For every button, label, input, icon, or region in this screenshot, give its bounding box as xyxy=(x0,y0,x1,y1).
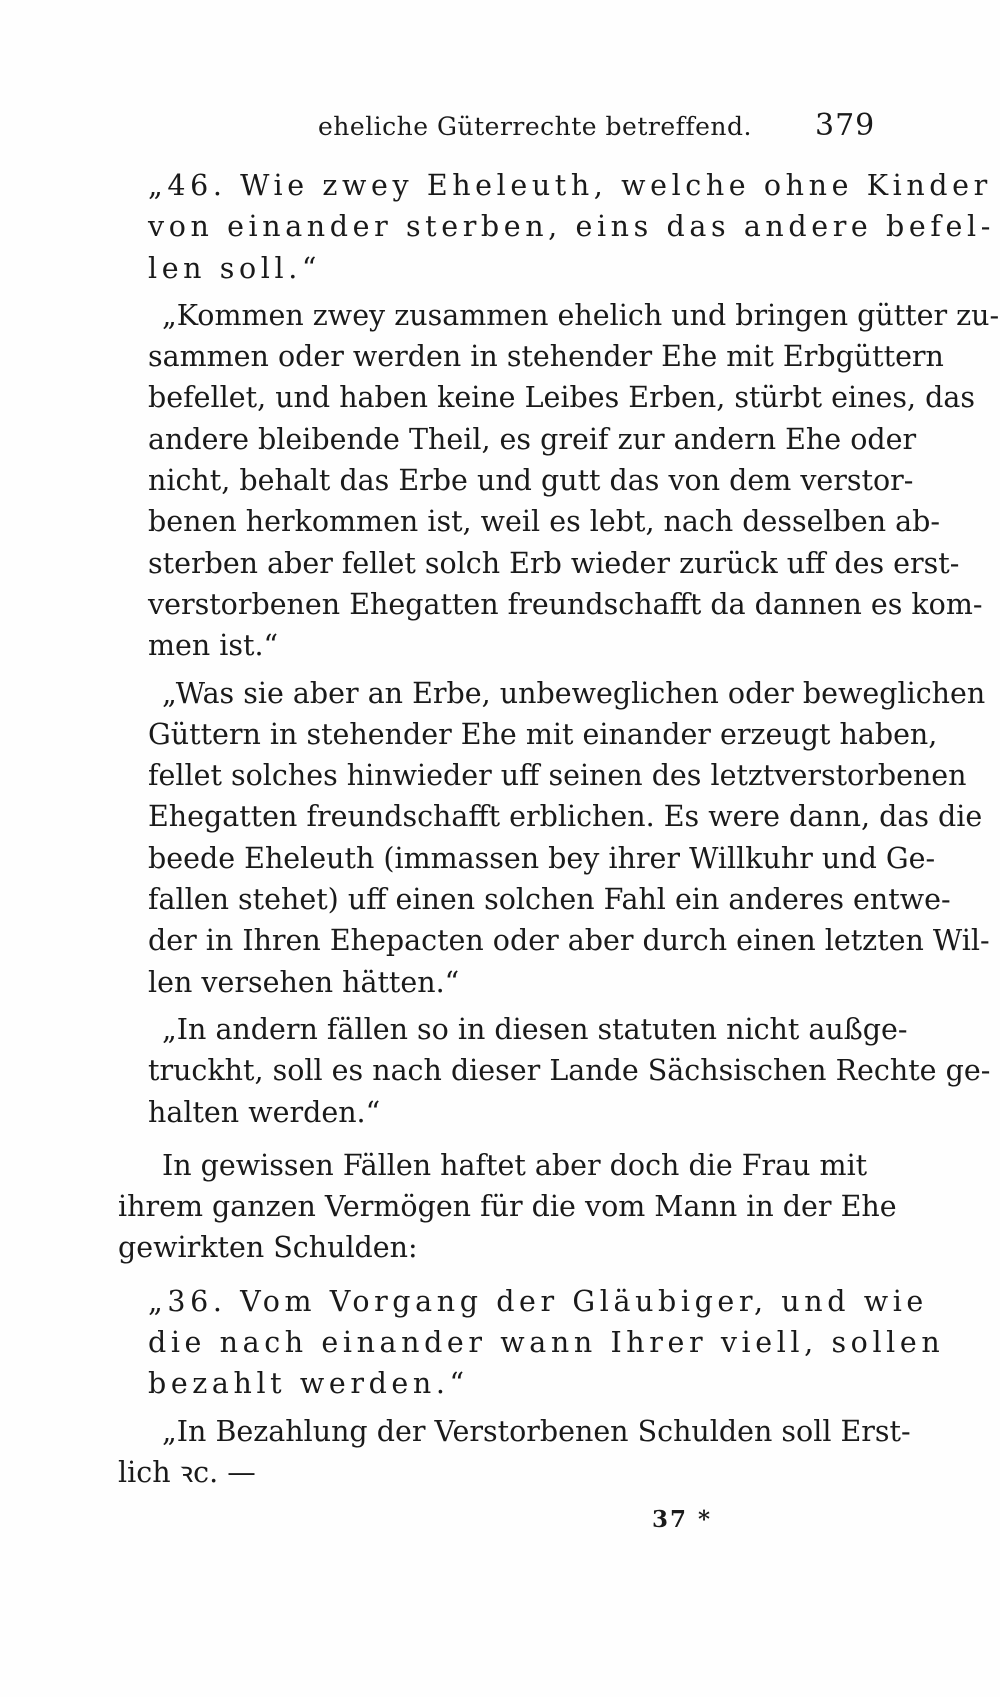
text-line: halten werden.“ xyxy=(148,1095,381,1129)
quote-paragraph xyxy=(118,1411,911,1494)
text-line: „In andern fällen so in diesen statuten nicht außge- xyxy=(162,1012,908,1046)
page-number: 379 xyxy=(815,108,876,143)
text-line: nicht, behalt das Erbe und gutt das von dem verstor- xyxy=(148,464,914,498)
text-line: sterben aber fellet solch Erb wieder zurück uff des erst- xyxy=(148,546,960,580)
text-line: bezahlt werden.“ xyxy=(148,1367,469,1401)
text-line: beede Eheleuth (immassen bey ihrer Willkuhr und Ge- xyxy=(148,841,936,875)
text-line: In gewissen Fällen haftet aber doch die Frau mit xyxy=(162,1148,868,1182)
text-line: der in Ihren Ehepacten oder aber durch einen letzten Wil- xyxy=(148,924,990,958)
text-line: von einander sterben, eins das andere befel- xyxy=(148,210,995,244)
text-line: verstorbenen Ehegatten freundschafft da dannen es kom- xyxy=(148,587,983,621)
quote-paragraph xyxy=(148,1009,991,1133)
text-line: Ehegatten freundschafft erblichen. Es were dann, das die xyxy=(148,800,983,834)
running-title: eheliche Güterrechte betreffend. xyxy=(318,112,752,141)
text-line: len soll.“ xyxy=(148,251,322,285)
statute-heading-36 xyxy=(148,1281,945,1405)
text-line: fallen stehet) uff einen solchen Fahl ein anderes entwe- xyxy=(148,883,951,917)
text-line: men ist.“ xyxy=(148,629,279,663)
text-line: Güttern in stehender Ehe mit einander erzeugt haben, xyxy=(148,717,938,751)
signature-mark: 37 * xyxy=(652,1506,713,1533)
text-line: „Was sie aber an Erbe, unbeweglichen oder beweglichen xyxy=(162,676,986,710)
text-line: „Kommen zwey zusammen ehelich und bringen gütter zu- xyxy=(162,298,1000,332)
body-text xyxy=(118,165,1000,1493)
text-line: ihrem ganzen Vermögen für die vom Mann in der Ehe xyxy=(118,1190,897,1224)
text-line: „In Bezahlung der Verstorbenen Schulden soll Erst- xyxy=(162,1414,911,1448)
running-head xyxy=(0,108,1000,148)
text-line: „46. Wie zwey Eheleuth, welche ohne Kinder xyxy=(148,169,992,202)
text-line: gewirkten Schulden: xyxy=(118,1231,418,1265)
quote-paragraph xyxy=(148,673,990,1003)
quote-paragraph xyxy=(148,295,1000,667)
text-line: truckht, soll es nach dieser Lande Sächsischen Rechte ge- xyxy=(148,1054,991,1088)
statute-heading-46 xyxy=(148,165,995,289)
text-line: sammen oder werden in stehender Ehe mit Erbgüttern xyxy=(148,340,944,374)
body-paragraph xyxy=(118,1145,897,1269)
text-line: befellet, und haben keine Leibes Erben, stürbt eines, das xyxy=(148,381,975,415)
text-line: len versehen hätten.“ xyxy=(148,965,460,999)
text-line: „36. Vom Vorgang der Gläubiger, und wie xyxy=(148,1284,928,1318)
text-line: die nach einander wann Ihrer viell, sollen xyxy=(148,1326,945,1360)
text-line: lich ꝛc. — xyxy=(118,1455,256,1489)
text-line: andere bleibende Theil, es greif zur andern Ehe oder xyxy=(148,422,917,456)
text-line: benen herkommen ist, weil es lebt, nach desselben ab- xyxy=(148,505,941,539)
text-line: fellet solches hinwieder uff seinen des letztverstorbenen xyxy=(148,759,967,793)
